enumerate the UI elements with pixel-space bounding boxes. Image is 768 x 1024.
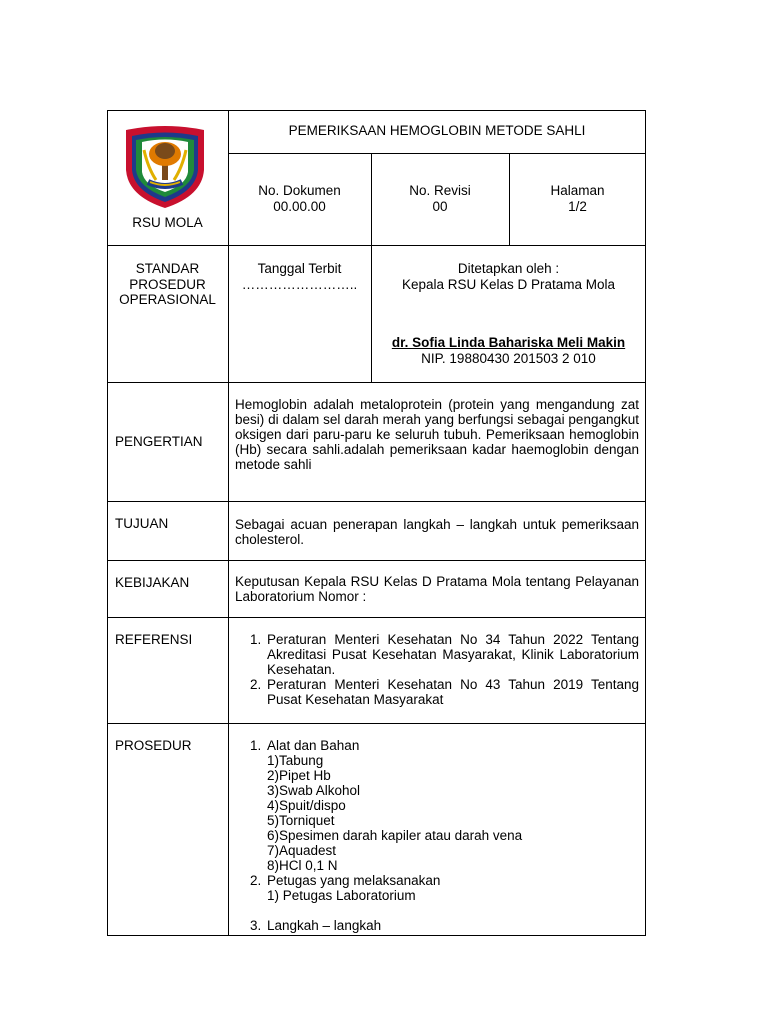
row-divider-referensi (107, 723, 646, 724)
hospital-logo-icon (122, 124, 208, 210)
prosedur-item-1 (265, 738, 639, 873)
revision-label: No. Revisi (409, 183, 471, 198)
referensi-item-2: 2. Peraturan Menteri Kesehatan No 43 Tahun 2019 Tentang Pusat Kesehatan Masyarakat (265, 677, 639, 707)
logo-cell (107, 110, 228, 245)
referensi-list-cell (235, 632, 639, 707)
prosedur-item-1-sub-0: 1)Tabung (267, 753, 324, 768)
prosedur-item-1-sub-1: 2)Pipet Hb (267, 768, 331, 783)
revision-cell (371, 183, 509, 214)
prosedur-label: PROSEDUR (115, 738, 192, 753)
sop-label-line1: STANDAR (135, 261, 200, 276)
sop-label-line3: OPERASIONAL (119, 292, 216, 307)
approved-by-label: Ditetapkan oleh : (457, 261, 560, 276)
row-divider-header (107, 245, 646, 246)
header-divider (228, 153, 646, 154)
doc-number-label: No. Dokumen (258, 183, 341, 198)
prosedur-item-1-sub-5: 6)Spesimen darah kapiler atau darah vena (267, 828, 523, 843)
border-right (645, 110, 646, 936)
kebijakan-text: Keputusan Kepala RSU Kelas D Pratama Mola tentang Pelayanan Laboratorium Nomor : (235, 574, 639, 604)
approval-cell (371, 261, 646, 292)
row-divider-kebijakan (107, 617, 646, 618)
kebijakan-label: KEBIJAKAN (115, 575, 190, 590)
prosedur-item-2 (265, 873, 639, 903)
row-divider-pengertian (107, 501, 646, 502)
column-divider (228, 110, 229, 936)
revision-value: 00 (432, 199, 448, 214)
prosedur-cell (235, 738, 639, 933)
prosedur-item-1-text: Alat dan Bahan (267, 738, 360, 753)
title-cell (228, 110, 646, 153)
referensi-list (235, 632, 639, 707)
prosedur-item-1-sub-3: 4)Spuit/dispo (267, 798, 346, 813)
tujuan-text: Sebagai acuan penerapan langkah – langkah untuk pemeriksaan cholesterol. (235, 517, 639, 547)
row-divider-sop (107, 382, 646, 383)
prosedur-item-2-text: Petugas yang melaksanakan (267, 873, 441, 888)
approved-by-position: Kepala RSU Kelas D Pratama Mola (401, 276, 616, 292)
row-divider-tujuan (107, 560, 646, 561)
page-value: 1/2 (568, 199, 587, 214)
prosedur-item-3-text: Langkah – langkah (267, 918, 382, 933)
signatory-cell (371, 335, 646, 367)
pengertian-text: Hemoglobin adalah metaloprotein (protein yang mengandung zat besi) di dalam sel darah merah yang berfungsi sebagai pengangkut oksigen dari paru-paru ke seluruh tubuh. Pemeriksaan hemoglobin (Hb) secara sahli.adalah pemeriksaan kadar haemoglobin dengan metode sahli (235, 397, 639, 472)
sop-document (107, 110, 646, 936)
sop-label-line2: PROSEDUR (129, 276, 206, 292)
prosedur-item-1-sub-2: 3)Swab Alkohol (267, 783, 361, 798)
doc-number-cell (228, 183, 371, 214)
tujuan-label: TUJUAN (115, 516, 169, 531)
border-bottom (107, 935, 646, 936)
document-title: PEMERIKSAAN HEMOGLOBIN METODE SAHLI (288, 123, 586, 138)
prosedur-item-2-sub: 1) Petugas Laboratorium (267, 888, 416, 903)
pengertian-label: PENGERTIAN (115, 434, 203, 449)
issue-date-value: …………………….. (241, 276, 358, 292)
referensi-label: REFERENSI (115, 632, 193, 647)
issue-date-cell (228, 261, 371, 292)
prosedur-item-1-sub-6: 7)Aquadest (267, 843, 337, 858)
signatory-name: dr. Sofia Linda Bahariska Meli Makin (391, 335, 626, 350)
prosedur-item-3 (265, 918, 639, 933)
sop-label-cell (107, 261, 228, 308)
prosedur-item-1-sub-7: 8)HCl 0,1 N (267, 858, 338, 873)
prosedur-item-1-sub-4: 5)Torniquet (267, 813, 335, 828)
hospital-name: RSU MOLA (132, 215, 203, 230)
prosedur-list (235, 738, 639, 933)
page-label: Halaman (550, 183, 605, 198)
issue-date-label: Tanggal Terbit (257, 261, 342, 276)
page-cell (509, 183, 646, 214)
doc-number-value: 00.00.00 (273, 199, 326, 214)
referensi-item-1: 1. Peraturan Menteri Kesehatan No 34 Tahun 2022 Tentang Akreditasi Pusat Kesehatan Masyarakat, Klinik Laboratorium Kesehatan. (265, 632, 639, 677)
signatory-nip: NIP. 19880430 201503 2 010 (421, 351, 596, 366)
